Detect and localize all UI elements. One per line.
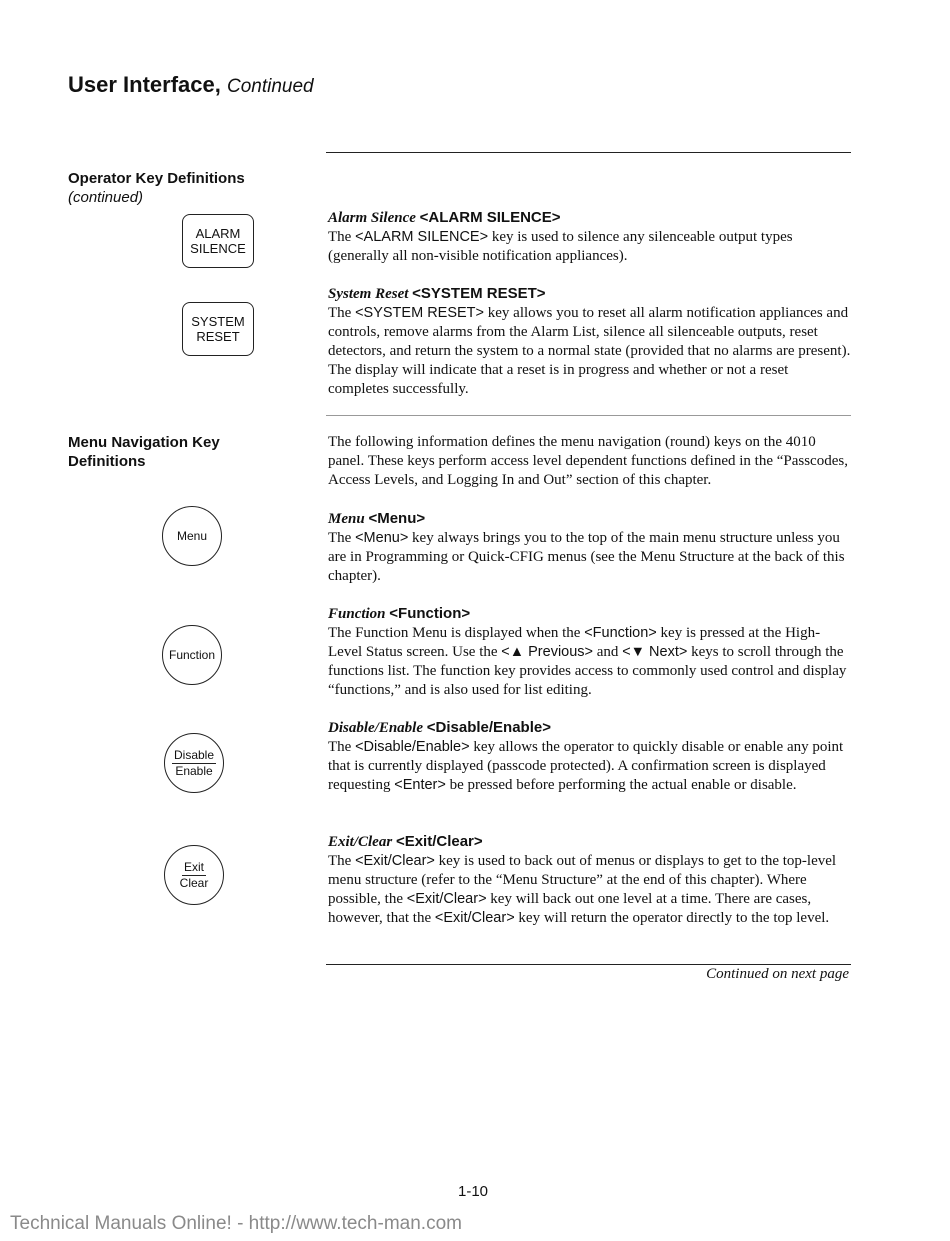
body-text: keys to scroll through the functions list. The function key provides access to commonly used control and display “functions,” and is also used for list editing. — [328, 644, 847, 698]
page-title-main: User Interface, — [68, 72, 221, 97]
function-title: Function — [328, 606, 386, 622]
top-rule — [326, 152, 851, 153]
key-ref: <Menu> — [355, 530, 409, 546]
body-text: be pressed before performing the actual enable or disable. — [445, 777, 797, 793]
operator-keys-subheading: (continued) — [68, 189, 144, 206]
alarm-silence-key-line1: ALARM — [195, 226, 241, 241]
alarm-silence-section — [328, 208, 852, 266]
system-reset-key — [182, 302, 254, 356]
system-reset-key-line2: RESET — [196, 329, 240, 344]
body-text: key always brings you to the top of the main menu structure unless you are in Programming or Quick-CFIG menus (see the Menu Structure at the back of this chapter). — [328, 530, 845, 584]
menu-heading — [328, 509, 852, 529]
body-text: The — [328, 853, 356, 869]
exit-clear-section — [328, 832, 852, 928]
exit-clear-key — [164, 845, 224, 905]
body-text: key allows you to reset all alarm notification appliances and controls, remove alarms from the Alarm List, silence all silenceable outputs, reset detectors, and return the system to a normal state (provided that no alarms are present). The display will indicate that a reset is in progress and whether or not a reset completes successfully. — [328, 305, 851, 397]
page-title — [68, 72, 314, 98]
menu-key-name: <Menu> — [368, 510, 426, 527]
menu-body — [328, 529, 852, 586]
continued-on-next-page: Continued on next page — [706, 966, 849, 982]
key-ref: <Disable/Enable> — [355, 739, 470, 755]
exit-key-top: Exit — [183, 860, 204, 874]
alarm-silence-key — [182, 214, 254, 268]
operator-keys-heading-text: Operator Key Definitions — [68, 170, 245, 187]
body-text: key is used to silence any silenceable output types (generally all non-visible notification appliances). — [328, 229, 793, 264]
system-reset-key-name: <SYSTEM RESET> — [412, 285, 546, 302]
system-reset-section — [328, 284, 852, 399]
function-heading — [328, 604, 852, 624]
alarm-silence-key-name: <ALARM SILENCE> — [419, 209, 561, 226]
key-ref: <Function> — [584, 625, 657, 641]
menu-nav-intro — [328, 433, 852, 490]
disable-enable-title: Disable/Enable — [328, 720, 424, 736]
function-key-name: <Function> — [389, 605, 471, 622]
disable-enable-heading — [328, 718, 852, 738]
menu-nav-heading: Menu Navigation Key Definitions — [68, 434, 220, 470]
function-key — [162, 625, 222, 685]
key-ref: <ALARM SILENCE> — [355, 229, 489, 245]
menu-key — [162, 506, 222, 566]
system-reset-heading — [328, 284, 852, 304]
body-text: The Function Menu is displayed when the — [328, 625, 585, 641]
function-body — [328, 624, 852, 700]
page-title-continued: Continued — [226, 76, 314, 97]
alarm-silence-title: Alarm Silence — [328, 210, 416, 226]
body-text: key is used to back out of menus or displays to get to the top-level menu structure (refer to the “Menu Structure” at the end of this chapter). Where possible, the — [328, 853, 837, 907]
key-ref: <Exit/Clear> — [406, 891, 487, 907]
disable-enable-body — [328, 738, 852, 795]
body-text: key will return the operator directly to the top level. — [514, 910, 830, 926]
alarm-silence-key-line2: SILENCE — [190, 241, 246, 256]
menu-title: Menu — [328, 511, 365, 527]
exit-clear-key-name: <Exit/Clear> — [395, 833, 483, 850]
key-ref: <▼ Next> — [622, 644, 688, 660]
menu-key-label: Menu — [176, 529, 208, 543]
alarm-silence-heading — [328, 208, 852, 228]
exit-clear-body — [328, 852, 852, 928]
bottom-rule — [326, 964, 851, 965]
menu-section — [328, 509, 852, 586]
key-ref: <▲ Previous> — [501, 644, 594, 660]
clear-key-bottom: Clear — [179, 876, 209, 890]
body-text: The — [328, 530, 356, 546]
body-text: The — [328, 229, 356, 245]
body-text: The — [328, 739, 356, 755]
disable-enable-key-name: <Disable/Enable> — [426, 719, 551, 736]
key-ref: <Exit/Clear> — [355, 853, 435, 869]
exit-clear-heading — [328, 832, 852, 852]
system-reset-body — [328, 304, 852, 399]
disable-enable-section — [328, 718, 852, 795]
operator-keys-heading — [68, 169, 245, 207]
system-reset-title: System Reset — [328, 286, 409, 302]
alarm-silence-body — [328, 228, 852, 266]
function-key-label: Function — [168, 648, 216, 662]
key-ref: <Enter> — [394, 777, 446, 793]
body-text: and — [593, 644, 623, 660]
key-ref: <SYSTEM RESET> — [355, 305, 485, 321]
exit-clear-title: Exit/Clear — [328, 834, 393, 850]
system-reset-key-line1: SYSTEM — [191, 314, 245, 329]
body-text: key will back out one level at a time. There are cases, however, that the — [328, 891, 812, 926]
page-number: 1-10 — [458, 1183, 489, 1200]
function-section — [328, 604, 852, 700]
disable-enable-key — [164, 733, 224, 793]
menu-nav-intro-text: The following information defines the menu navigation (round) keys on the 4010 panel. These keys perform access level dependent functions defined in the “Passcodes, Access Levels, and Logging In and Out” section of this chapter. — [328, 434, 848, 488]
body-text: The — [328, 305, 356, 321]
disable-key-top: Disable — [173, 748, 215, 762]
watermark: Technical Manuals Online! - http://www.tech-man.com — [10, 1213, 462, 1234]
body-text: key is pressed at the High-Level Status screen. Use the — [328, 625, 821, 660]
section-divider — [326, 415, 851, 416]
key-ref: <Exit/Clear> — [434, 910, 515, 926]
body-text: key allows the operator to quickly disable or enable any point that is currently displayed (passcode protected). A confirmation screen is displayed requesting — [328, 739, 844, 793]
enable-key-bottom: Enable — [175, 764, 213, 778]
